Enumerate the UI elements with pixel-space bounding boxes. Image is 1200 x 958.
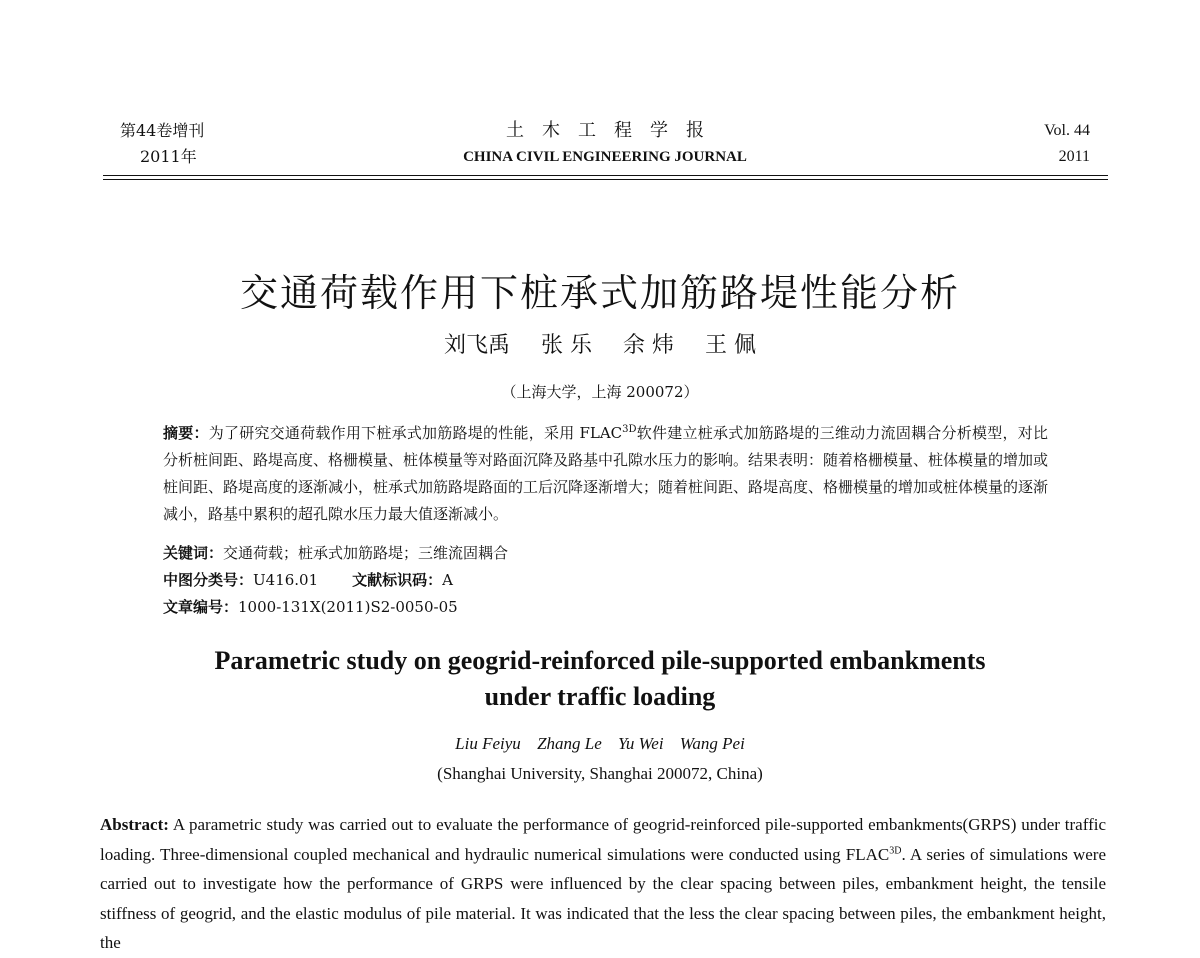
keywords-cn	[163, 540, 1048, 567]
author-en: Wang Pei	[679, 734, 745, 753]
author-cn: 张 乐	[541, 333, 592, 358]
affiliation-en: (Shanghai University, Shanghai 200072, China)	[437, 764, 763, 783]
paper-title-cn: 交通荷载作用下桩承式加筋路堤性能分析	[239, 271, 960, 315]
clc-label: 中图分类号：	[163, 571, 254, 589]
abstract-cn	[163, 420, 1048, 528]
paper-title-en	[0, 643, 1200, 715]
abstract-en	[100, 810, 1106, 958]
keywords-cn-label: 关键词：	[163, 544, 224, 562]
paper-title-en-line1: Parametric study on geogrid-reinforced pile-supported embankments	[214, 646, 986, 675]
author-en: Zhang Le	[537, 734, 602, 753]
author-en: Yu Wei	[618, 734, 664, 753]
header-volume-left	[120, 118, 260, 170]
abstract-cn-label: 摘要：	[163, 424, 209, 442]
article-number-value: 1000-131X(2011)S2-0050-05	[238, 598, 458, 616]
authors-cn	[0, 328, 1200, 359]
keywords-cn-text: 交通荷载；桩承式加筋路堤；三维流固耦合	[223, 544, 509, 562]
abstract-en-label: Abstract:	[100, 815, 169, 834]
affiliation-cn: （上海大学，上海 200072）	[501, 383, 699, 401]
author-cn: 余 炜	[623, 333, 674, 358]
header-rule-top	[103, 175, 1108, 176]
header-year-en: 2011	[1058, 148, 1090, 165]
abstract-cn-text-2: 软件建立桩承式加筋路堤的三维动力流固耦合分析模型，对比分析桩间距、路堤高度、格栅模量、桩体模量等对路面沉降及路基中孔隙水压力的影响。结果表明：随着格栅模量、桩体模量的增加或桩间距、路堤高度的逐渐减小，桩承式加筋路堤路面的工后沉降逐渐增大；随着桩间距、路堤高度、格栅模量的增加或桩体模量的逐渐减小，路基中累积的超孔隙水压力最大值逐渐减小。	[163, 424, 1049, 523]
journal-header	[380, 118, 830, 170]
abstract-en-text-1: A parametric study was carried out to evaluate the performance of geogrid-reinforced pile-supported embankments(GRPS) under traffic loading. Three-dimensional coupled mechanical and hydraulic numerical simulations were conducted using FLAC	[100, 815, 1106, 864]
doc-code-value: A	[442, 571, 454, 589]
journal-name-cn: 土木工程学报	[506, 120, 722, 141]
classification-line	[163, 567, 1048, 594]
author-en: Liu Feiyu	[455, 734, 521, 753]
abstract-en-text-2: . A series of simulations were carried out to investigate how the performance of GRPS were influenced by the clear spacing between piles, embankment height, the tensile stiffness of geogrid, and the elastic modulus of pile material. It was indicated that the less the clear spacing between piles, the embankment height, the	[100, 844, 1106, 952]
header-year-cn: 2011年	[140, 147, 197, 166]
abstract-cn-sup: 3D	[622, 424, 637, 435]
author-cn: 王 佩	[705, 333, 756, 358]
author-cn: 刘飞禹	[443, 333, 510, 358]
header-volume-en: Vol. 44	[1044, 122, 1090, 139]
abstract-en-sup: 3D	[889, 844, 902, 856]
journal-name-en: CHINA CIVIL ENGINEERING JOURNAL	[463, 149, 747, 165]
header-volume-right	[970, 118, 1090, 170]
paper-title-en-line2: under traffic loading	[484, 682, 716, 711]
article-number-label: 文章编号：	[163, 598, 239, 616]
doc-code-label: 文献标识码：	[352, 571, 443, 589]
authors-en	[0, 734, 1200, 754]
abstract-cn-text-1: 为了研究交通荷载作用下桩承式加筋路堤的性能，采用 FLAC	[208, 424, 623, 442]
header-rule-bottom	[103, 179, 1108, 180]
clc-value: U416.01	[253, 571, 319, 589]
header-volume-cn: 第44卷增刊	[120, 121, 205, 140]
article-number-line	[163, 594, 1048, 621]
